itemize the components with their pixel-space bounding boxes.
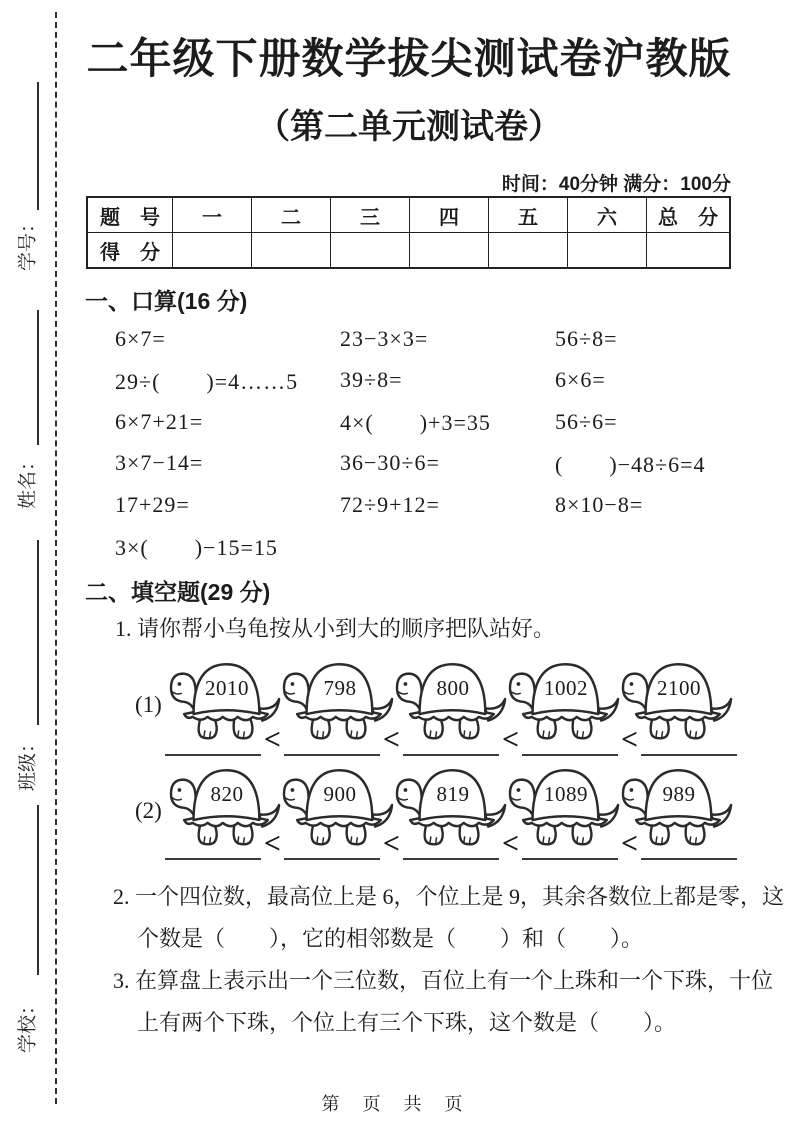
less-than-sign: <	[382, 723, 401, 756]
math-problem: 29÷( )=4……5	[115, 368, 299, 394]
answer-blank	[403, 858, 499, 860]
score-table	[86, 196, 731, 269]
turtle-row-1-label: (1)	[135, 692, 162, 717]
less-than-sign: <	[263, 723, 282, 756]
math-problem: 3×7−14=	[115, 450, 204, 476]
math-problem: 23−3×3=	[340, 325, 429, 351]
math-problem: 6×6=	[555, 367, 606, 393]
score-header-cell: 总 分	[647, 197, 731, 233]
name-fill-line	[37, 310, 39, 445]
score-cell	[647, 233, 731, 269]
binding-dashed-line	[55, 12, 57, 1104]
math-problem: 56÷8=	[555, 325, 618, 351]
student-id-label: 学号：	[17, 214, 39, 272]
score-cell	[489, 233, 568, 269]
score-header-cell: 一	[173, 197, 252, 233]
less-than-sign: <	[620, 827, 639, 860]
turtle-number: 1089	[544, 782, 588, 806]
question2-line1: 2. 一个四位数，最高位上是 6，个位上是 9，其余各数位上都是零，这	[113, 884, 785, 909]
answer-blank	[165, 858, 261, 860]
math-problem: 3×( )−15=15	[115, 534, 278, 560]
question3-line1: 3. 在算盘上表示出一个三位数，百位上有一个上珠和一个下珠，十位	[113, 968, 774, 993]
turtle-number: 2100	[657, 676, 701, 700]
turtle-number: 800	[436, 676, 470, 700]
score-header-cell: 题 号	[87, 197, 173, 233]
section2-heading: 二、填空题(29 分)	[85, 579, 271, 605]
turtle-number: 989	[662, 782, 696, 806]
turtle-number: 798	[323, 676, 357, 700]
student-id-fill-line	[37, 82, 39, 210]
less-than-sign: <	[620, 723, 639, 756]
name-label: 姓名：	[17, 452, 39, 510]
school-label: 学校：	[17, 996, 39, 1054]
turtle-number: 820	[210, 782, 244, 806]
turtle-row-2-label: (2)	[135, 798, 162, 823]
less-than-sign: <	[382, 827, 401, 860]
less-than-sign: <	[263, 827, 282, 860]
school-fill-line	[37, 805, 39, 975]
math-problem: 39÷8=	[340, 367, 403, 393]
class-fill-line	[37, 540, 39, 725]
page-footer: 第 页 共 页	[321, 1094, 472, 1114]
turtle-number: 819	[436, 782, 470, 806]
score-cell	[173, 233, 252, 269]
section1-heading: 一、口算(16 分)	[85, 288, 248, 314]
math-problem: 4×( )+3=35	[340, 410, 491, 436]
time-score-info: 时间：40分钟 满分：100分	[501, 174, 731, 195]
math-problem: 72÷9+12=	[340, 491, 440, 517]
score-table-score-row	[87, 233, 730, 269]
score-header-cell: 二	[252, 197, 331, 233]
question1-text: 1. 请你帮小乌龟按从小到大的顺序把队站好。	[115, 616, 556, 641]
score-cell	[331, 233, 410, 269]
score-table-header-row	[87, 197, 730, 233]
compare-row-2	[165, 827, 737, 862]
turtle-number: 2010	[205, 676, 249, 700]
question3-line2: 上有两个下珠，个位上有三个下珠，这个数是（ ）。	[137, 1010, 677, 1035]
turtle-number: 1002	[544, 676, 588, 700]
paper-title: 二年级下册数学拔尖测试卷沪教版	[86, 35, 732, 82]
less-than-sign: <	[501, 723, 520, 756]
score-cell	[410, 233, 489, 269]
math-problem: 17+29=	[115, 491, 190, 517]
class-label: 班级：	[17, 734, 39, 792]
math-problem: 56÷6=	[555, 408, 618, 434]
score-cell	[568, 233, 647, 269]
score-header-cell: 三	[331, 197, 410, 233]
score-header-cell: 五	[489, 197, 568, 233]
score-cell	[252, 233, 331, 269]
answer-blank	[522, 858, 618, 860]
math-problem: 8×10−8=	[555, 491, 644, 517]
compare-row-1	[165, 723, 737, 758]
turtle-number: 900	[323, 782, 357, 806]
score-header-cell: 六	[568, 197, 647, 233]
less-than-sign: <	[501, 827, 520, 860]
answer-blank	[284, 858, 380, 860]
oral-math-problems	[115, 318, 731, 567]
score-row-label: 得 分	[87, 233, 173, 269]
math-problem: ( )−48÷6=4	[555, 451, 706, 477]
paper-subtitle: （第二单元测试卷）	[256, 108, 562, 146]
math-problem: 6×7=	[115, 325, 166, 351]
math-problem: 36−30÷6=	[340, 450, 440, 476]
score-header-cell: 四	[410, 197, 489, 233]
math-problem: 6×7+21=	[115, 408, 204, 434]
answer-blank	[641, 858, 737, 860]
question2-line2: 个数是（ ），它的相邻数是（ ）和（ ）。	[137, 926, 644, 951]
